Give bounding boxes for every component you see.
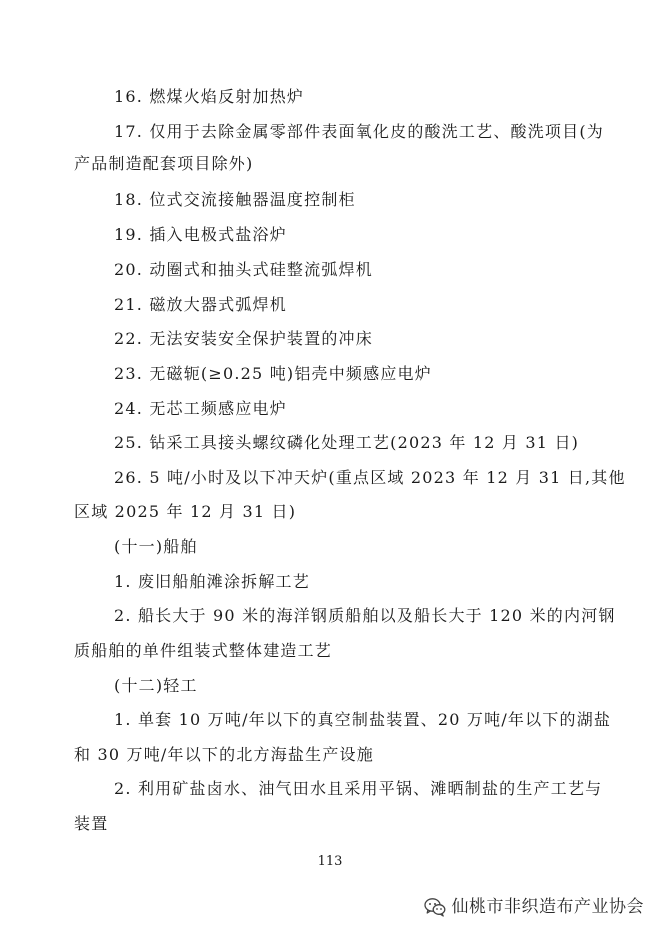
list-item-26-continued: 区域 2025 年 12 月 31 日) <box>74 502 297 521</box>
list-item-19: 19. 插入电极式盐浴炉 <box>114 225 287 244</box>
page-number: 113 <box>317 854 343 869</box>
list-item-21: 21. 磁放大器式弧焊机 <box>114 295 287 314</box>
watermark <box>424 896 645 918</box>
list-item-light-2-continued: 装置 <box>74 814 109 833</box>
list-item-22: 22. 无法安装安全保护装置的冲床 <box>114 329 373 348</box>
list-item-25: 25. 钻采工具接头螺纹磷化处理工艺(2023 年 12 月 31 日) <box>114 433 580 452</box>
list-item-24: 24. 无芯工频感应电炉 <box>114 399 287 418</box>
list-item-16: 16. 燃煤火焰反射加热炉 <box>114 87 305 106</box>
list-item-17: 17. 仅用于去除金属零部件表面氧化皮的酸洗工艺、酸洗项目(为 <box>114 122 604 141</box>
section-heading-light-industry: (十二)轻工 <box>114 676 198 695</box>
watermark-text: 仙桃市非织造布产业协会 <box>451 897 644 917</box>
section-heading-ships: (十一)船舶 <box>114 537 198 556</box>
list-item-ships-2: 2. 船长大于 90 米的海洋钢质船舶以及船长大于 120 米的内河钢 <box>114 606 616 625</box>
list-item-20: 20. 动圈式和抽头式硅整流弧焊机 <box>114 260 373 279</box>
list-item-light-1: 1. 单套 10 万吨/年以下的真空制盐装置、20 万吨/年以下的湖盐 <box>114 710 612 729</box>
list-item-17-continued: 产品制造配套项目除外) <box>74 154 254 173</box>
list-item-ships-1: 1. 废旧船舶滩涂拆解工艺 <box>114 572 310 591</box>
list-item-ships-2-continued: 质船舶的单件组装式整体建造工艺 <box>74 641 333 660</box>
list-item-18: 18. 位式交流接触器温度控制柜 <box>114 190 356 209</box>
list-item-light-2: 2. 利用矿盐卤水、油气田水且采用平锅、滩晒制盐的生产工艺与 <box>114 779 603 798</box>
list-item-23: 23. 无磁轭(≥0.25 吨)铝壳中频感应电炉 <box>114 364 432 383</box>
list-item-26: 26. 5 吨/小时及以下冲天炉(重点区域 2023 年 12 月 31 日,其他 <box>114 468 626 487</box>
wechat-icon <box>424 897 446 917</box>
list-item-light-1-continued: 和 30 万吨/年以下的北方海盐生产设施 <box>74 745 374 764</box>
